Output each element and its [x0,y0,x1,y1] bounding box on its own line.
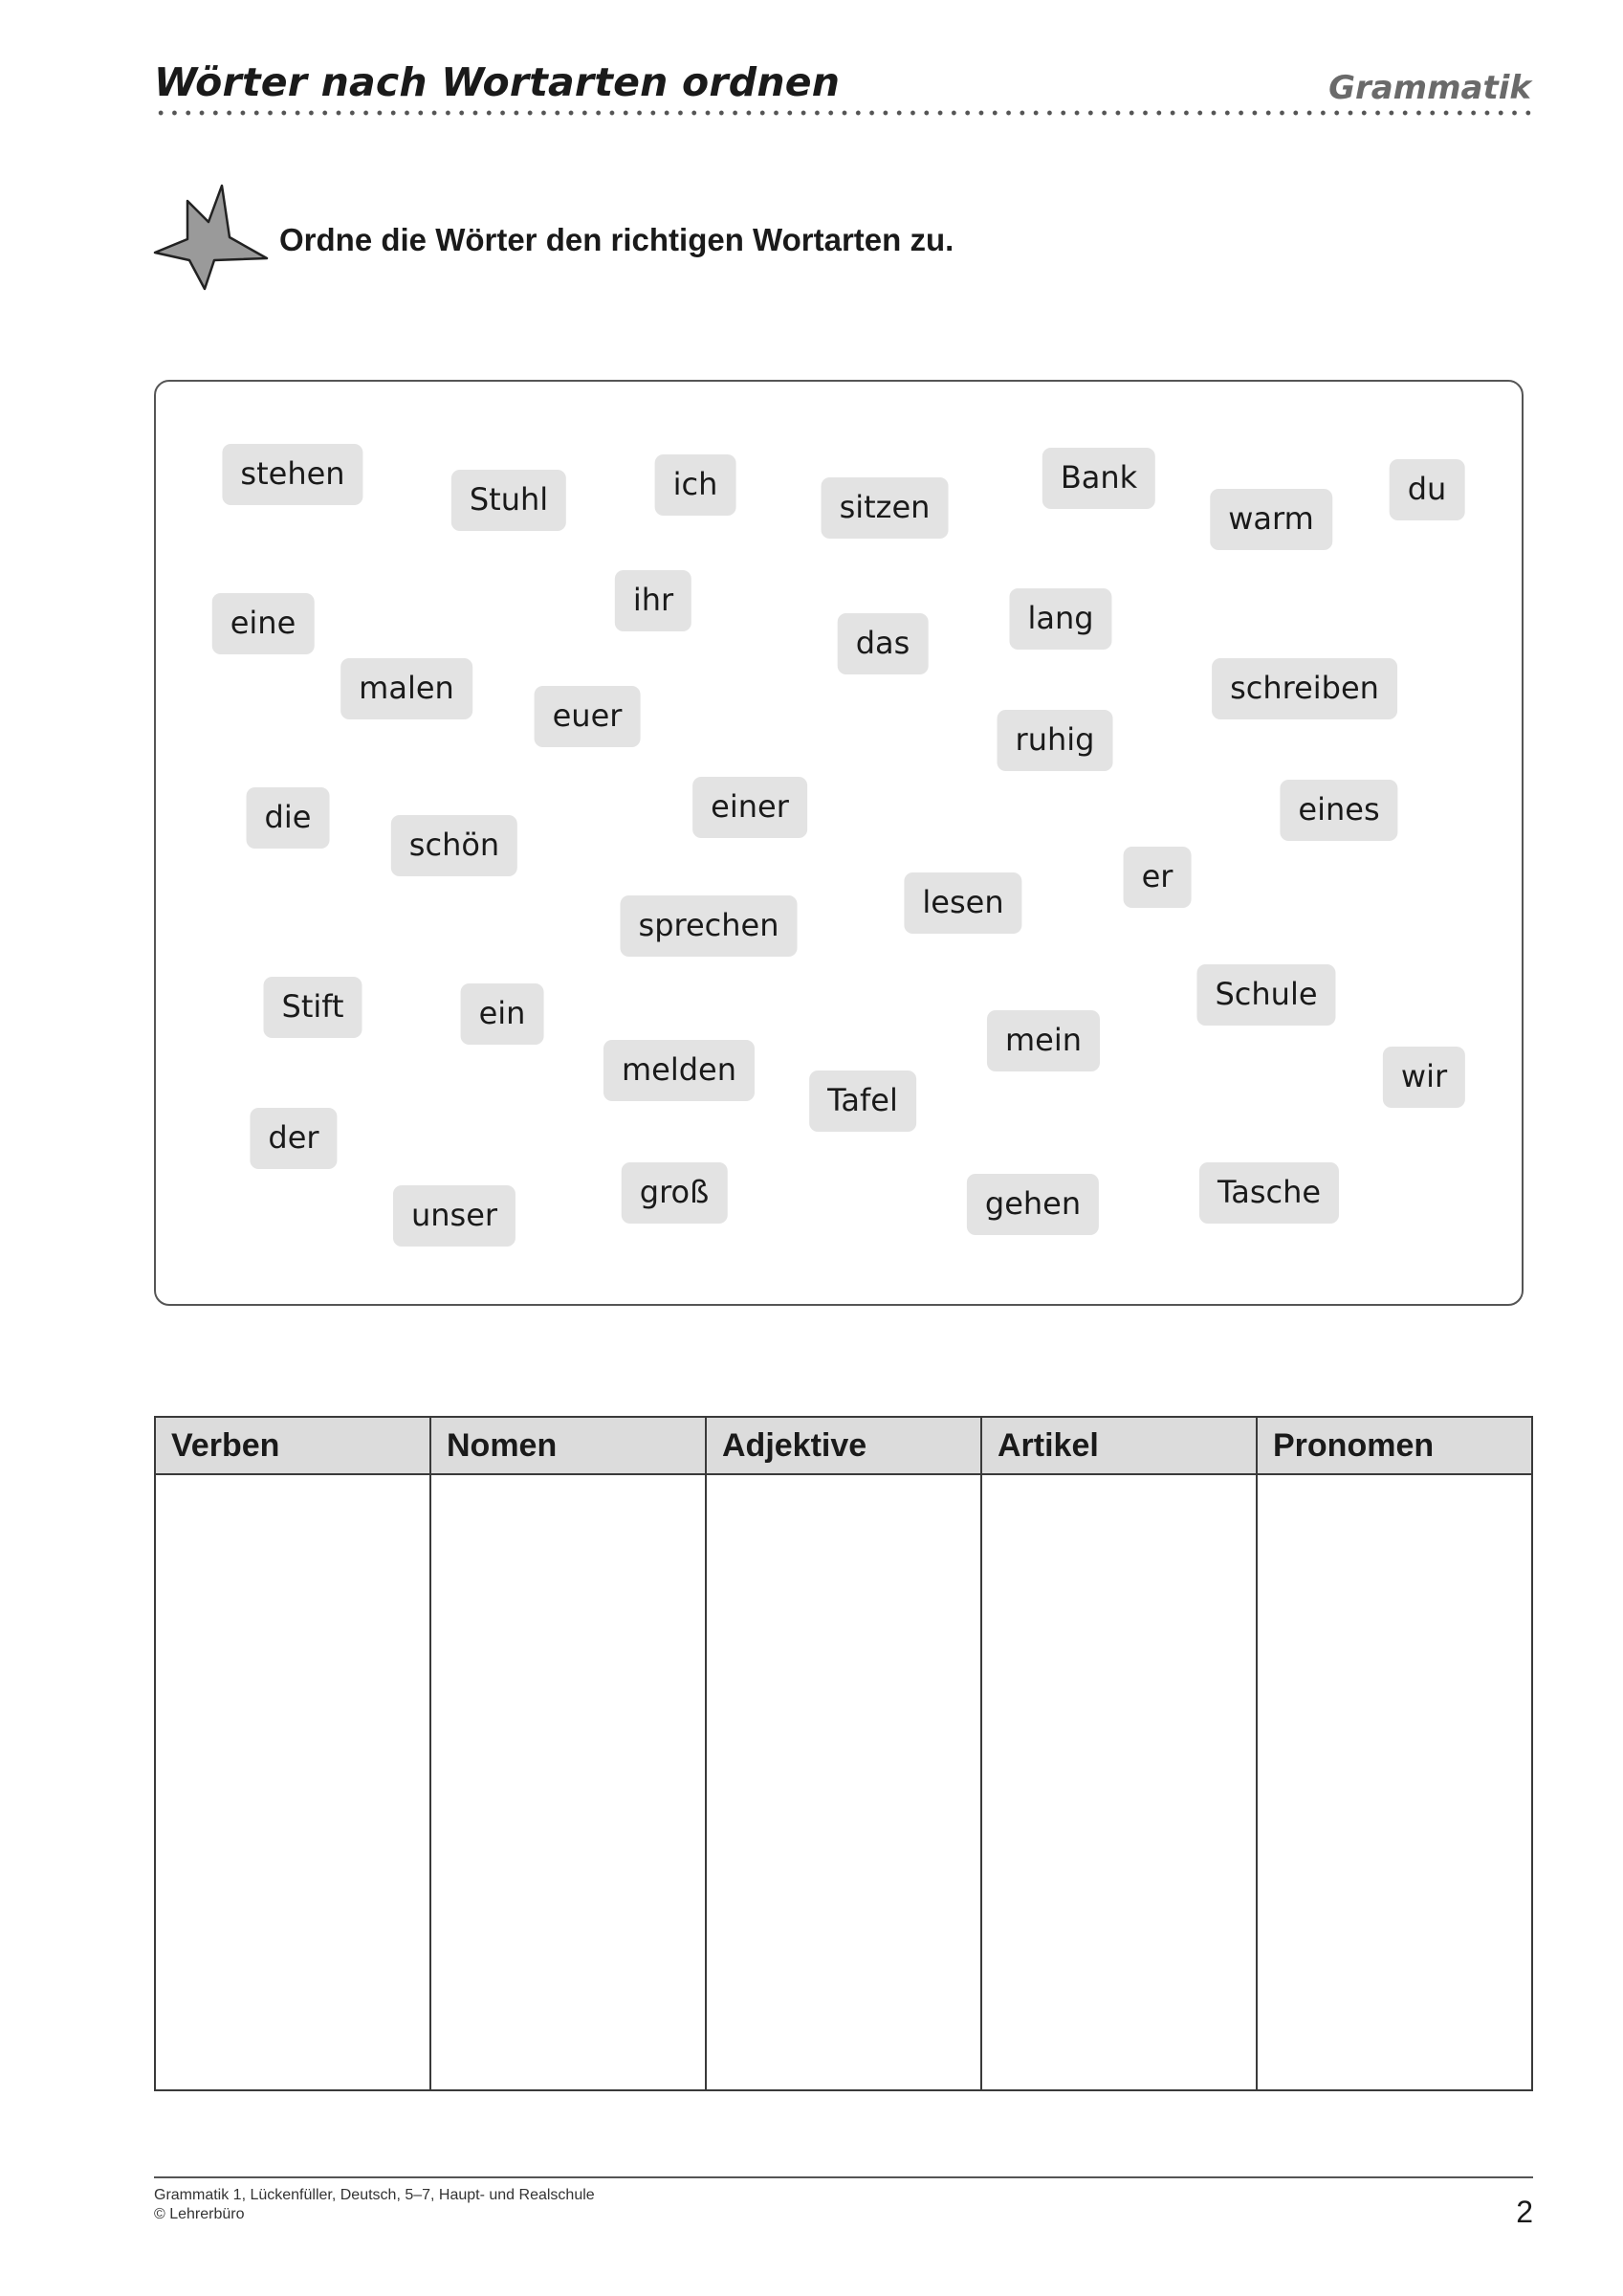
page-number: 2 [1516,2195,1533,2229]
word-chip[interactable]: du [1390,459,1465,520]
word-chip[interactable]: schön [391,815,517,876]
column-header-pronomen: Pronomen [1257,1417,1532,1474]
column-header-nomen: Nomen [430,1417,706,1474]
subject-label: Grammatik [1328,69,1531,107]
answer-cell-verben[interactable] [155,1474,430,2090]
footer-publication: Grammatik 1, Lückenfüller, Deutsch, 5–7, Haupt- und Realschule [154,2187,595,2203]
word-chip[interactable]: ihr [615,570,691,631]
word-chip[interactable]: unser [393,1185,515,1247]
word-chip[interactable]: sprechen [621,895,798,957]
column-header-adjektive: Adjektive [706,1417,981,1474]
word-chip[interactable]: warm [1210,489,1332,550]
answer-cell-artikel[interactable] [981,1474,1257,2090]
column-header-verben: Verben [155,1417,430,1474]
footer-divider [154,2176,1533,2178]
answer-cell-pronomen[interactable] [1257,1474,1532,2090]
word-chip[interactable]: lesen [904,872,1021,934]
word-chip[interactable]: stehen [222,444,362,505]
word-chip[interactable]: Stuhl [451,470,566,531]
page-title: Wörter nach Wortarten ordnen [154,59,841,105]
task-instruction: Ordne die Wörter den richtigen Wortarten zu. [279,222,954,257]
word-chip[interactable]: einer [692,777,807,838]
word-chip[interactable]: ein [461,983,544,1045]
word-chip[interactable]: Schule [1196,964,1335,1026]
word-chip[interactable]: malen [340,658,472,719]
word-chip[interactable]: Bank [1042,448,1155,509]
table-header-row [155,1417,1532,1474]
dotted-divider [154,110,1531,116]
word-chip[interactable]: er [1124,847,1192,908]
word-chip[interactable]: eine [212,593,315,654]
word-chip[interactable]: Tafel [809,1071,916,1132]
footer-copyright: © Lehrerbüro [154,2206,245,2222]
word-chip[interactable]: groß [622,1162,728,1224]
word-chip[interactable]: lang [1009,588,1111,650]
word-chip[interactable]: euer [535,686,641,747]
word-chip[interactable]: mein [987,1010,1100,1071]
answer-cell-adjektive[interactable] [706,1474,981,2090]
answer-cell-nomen[interactable] [430,1474,706,2090]
column-header-artikel: Artikel [981,1417,1257,1474]
star-icon [151,182,270,295]
word-chip[interactable]: gehen [967,1174,1099,1235]
word-chip[interactable]: das [838,613,929,674]
sorting-table [154,1416,1533,2091]
word-chip[interactable]: eines [1280,780,1397,841]
word-chip[interactable]: Stift [264,977,362,1038]
word-chip[interactable]: die [247,787,330,849]
word-chip[interactable]: melden [603,1040,755,1101]
table-row [155,1474,1532,2090]
word-chip[interactable]: schreiben [1212,658,1397,719]
word-chip[interactable]: wir [1383,1047,1465,1108]
word-chip[interactable]: ich [655,454,736,516]
word-chip[interactable]: ruhig [998,710,1113,771]
word-chip[interactable]: der [250,1108,337,1169]
word-bank [154,380,1524,1306]
word-chip[interactable]: Tasche [1199,1162,1339,1224]
word-chip[interactable]: sitzen [822,477,949,539]
